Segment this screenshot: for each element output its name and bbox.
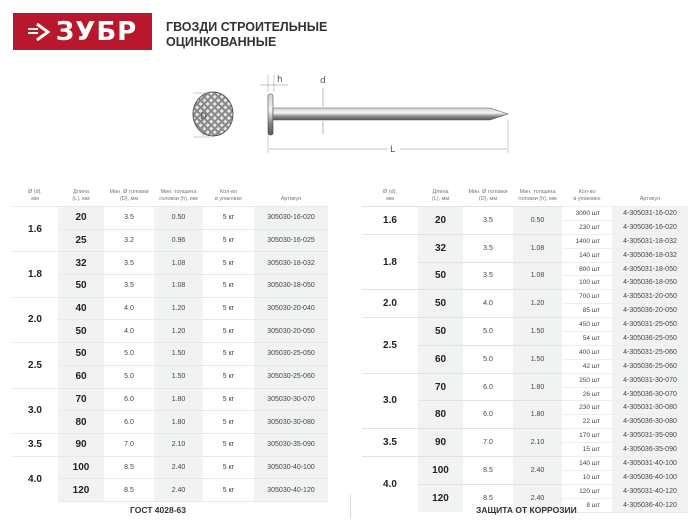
cell-diameter: 2.0 (12, 297, 58, 342)
table-row (12, 365, 328, 388)
cell-length: 100 (58, 456, 104, 479)
header-head-diameter: Мин. Ø головки (D), мм (468, 189, 508, 202)
cell-quantity: 5 кг (203, 388, 254, 411)
cell-quantity: 1400 шт (562, 234, 612, 248)
nail-head-face (193, 92, 233, 136)
cell-article: 305030-16-020 (254, 207, 328, 230)
cell-article: 4-305036-18-032 (612, 248, 688, 262)
cell-diameter: 3.0 (12, 388, 58, 433)
table-row (362, 290, 688, 304)
cell-article: 4-305031-18-050 (612, 262, 688, 276)
cell-quantity: 15 шт (562, 443, 612, 457)
cell-quantity: 450 шт (562, 318, 612, 332)
cell-length: 80 (418, 401, 463, 429)
table-row (12, 411, 328, 434)
cell-head-thickness: 1.50 (513, 318, 562, 346)
cell-quantity: 5 кг (203, 343, 254, 366)
table-row (12, 456, 328, 479)
cell-head-diameter: 8.5 (463, 457, 513, 485)
cell-length: 25 (58, 229, 104, 252)
cell-head-diameter: 6.0 (463, 373, 513, 401)
cell-length: 50 (418, 262, 463, 290)
cell-head-diameter: 3.5 (104, 275, 154, 298)
cell-head-diameter: 5.0 (463, 345, 513, 373)
cell-head-diameter: 3.5 (463, 207, 513, 235)
cell-head-thickness: 1.50 (513, 345, 562, 373)
cell-head-diameter: 3.5 (104, 207, 154, 230)
cell-quantity: 140 шт (562, 457, 612, 471)
table-header-row (362, 179, 688, 207)
table-row (12, 207, 328, 230)
table-row (12, 229, 328, 252)
cell-quantity: 5 кг (203, 411, 254, 434)
cell-article: 305030-30-070 (254, 388, 328, 411)
cell-head-thickness: 2.10 (154, 433, 203, 456)
cell-article: 4-305031-18-032 (612, 234, 688, 248)
cell-article: 4-305036-20-050 (612, 304, 688, 318)
cell-article: 4-305036-18-050 (612, 276, 688, 290)
cell-length: 50 (58, 275, 104, 298)
cell-article: 4-305031-20-050 (612, 290, 688, 304)
cell-head-thickness: 1.80 (154, 411, 203, 434)
table-row (362, 318, 688, 332)
cell-length: 120 (58, 479, 104, 502)
table-row (12, 297, 328, 320)
cell-head-diameter: 8.5 (463, 484, 513, 512)
cell-length: 20 (418, 207, 463, 235)
cell-diameter: 3.5 (362, 429, 418, 457)
cell-head-thickness: 1.08 (154, 252, 203, 275)
cell-head-thickness: 2.10 (513, 429, 562, 457)
cell-length: 80 (58, 411, 104, 434)
cell-head-diameter: 8.5 (104, 479, 154, 502)
cell-head-diameter: 6.0 (104, 388, 154, 411)
table-row (12, 275, 328, 298)
cell-article: 305030-40-100 (254, 456, 328, 479)
cell-length: 20 (58, 207, 104, 230)
cell-article: 305030-20-040 (254, 297, 328, 320)
header-length: Длина (L), мм (431, 189, 450, 202)
cell-quantity: 230 шт (562, 401, 612, 415)
cell-head-thickness: 1.50 (154, 343, 203, 366)
header-d: Ø (d), мм (27, 189, 43, 202)
cell-quantity: 230 шт (562, 220, 612, 234)
table-row (12, 479, 328, 502)
cell-quantity: 400 шт (562, 345, 612, 359)
cell-diameter: 2.5 (362, 318, 418, 374)
cell-article: 305030-35-090 (254, 433, 328, 456)
cell-head-thickness: 2.40 (154, 479, 203, 502)
cell-quantity: 3000 шт (562, 207, 612, 221)
cell-quantity: 5 кг (203, 275, 254, 298)
cell-quantity: 700 шт (562, 290, 612, 304)
header-quantity: Кол-во в упаковке (573, 189, 601, 202)
cell-head-diameter: 6.0 (104, 411, 154, 434)
cell-head-diameter: 7.0 (463, 429, 513, 457)
cell-quantity: 100 шт (562, 276, 612, 290)
cell-article: 4-305031-40-120 (612, 484, 688, 498)
cell-diameter: 1.6 (362, 207, 418, 235)
cell-article: 305030-40-120 (254, 479, 328, 502)
table-header-row (12, 179, 328, 207)
table-row (12, 320, 328, 343)
cell-head-diameter: 4.0 (463, 290, 513, 318)
header-article: Артикул (639, 196, 661, 202)
cell-diameter: 3.0 (362, 373, 418, 429)
cell-article: 305030-16-025 (254, 229, 328, 252)
cell-head-thickness: 0.96 (154, 229, 203, 252)
title-line-2: ОЦИНКОВАННЫЕ (166, 35, 277, 49)
cell-quantity: 140 шт (562, 248, 612, 262)
cell-head-diameter: 4.0 (104, 297, 154, 320)
svg-text:L: L (390, 145, 396, 155)
table-row (362, 457, 688, 471)
svg-text:d: d (320, 76, 326, 86)
header-quantity: Кол-во в упаковке (214, 189, 243, 202)
cell-length: 70 (418, 373, 463, 401)
cell-diameter: 2.0 (362, 290, 418, 318)
cell-head-diameter: 7.0 (104, 433, 154, 456)
cell-length: 32 (58, 252, 104, 275)
footer-corrosion: ЗАЩИТА ОТ КОРРОЗИИ (476, 505, 577, 515)
cell-quantity: 26 шт (562, 387, 612, 401)
cell-article: 4-305031-30-080 (612, 401, 688, 415)
cell-head-thickness: 1.08 (513, 262, 562, 290)
cell-article: 4-305031-25-060 (612, 345, 688, 359)
cell-article: 305030-25-050 (254, 343, 328, 366)
cell-diameter: 3.5 (12, 433, 58, 456)
footer-divider (350, 495, 351, 519)
header-article: Артикул (280, 196, 302, 202)
cell-head-diameter: 4.0 (104, 320, 154, 343)
cell-head-thickness: 0.50 (154, 207, 203, 230)
cell-article: 4-305036-30-080 (612, 415, 688, 429)
table-row (12, 433, 328, 456)
cell-length: 60 (58, 365, 104, 388)
cell-head-diameter: 8.5 (104, 456, 154, 479)
cell-article: 4-305036-40-120 (612, 498, 688, 512)
cell-quantity: 5 кг (203, 456, 254, 479)
cell-diameter: 1.8 (362, 234, 418, 290)
cell-head-thickness: 2.40 (154, 456, 203, 479)
cell-quantity: 5 кг (203, 433, 254, 456)
page-title (166, 20, 327, 50)
cell-quantity: 8 шт (562, 498, 612, 512)
cell-head-thickness: 1.20 (154, 320, 203, 343)
cell-head-diameter: 6.0 (463, 401, 513, 429)
table-row (362, 429, 688, 443)
cell-quantity: 42 шт (562, 359, 612, 373)
table-row (362, 373, 688, 387)
cell-quantity: 5 кг (203, 479, 254, 502)
svg-text:D: D (200, 112, 207, 122)
cell-head-thickness: 1.20 (513, 290, 562, 318)
cell-head-thickness: 2.40 (513, 457, 562, 485)
cell-quantity: 22 шт (562, 415, 612, 429)
cell-length: 40 (58, 297, 104, 320)
cell-diameter: 1.8 (12, 252, 58, 297)
cell-quantity: 85 шт (562, 304, 612, 318)
spec-table-galvanized-kg (12, 179, 328, 502)
cell-quantity: 170 шт (562, 429, 612, 443)
cell-quantity: 5 кг (203, 297, 254, 320)
cell-article: 305030-25-060 (254, 365, 328, 388)
cell-head-diameter: 5.0 (104, 343, 154, 366)
cell-length: 100 (418, 457, 463, 485)
cell-head-thickness: 1.80 (513, 373, 562, 401)
header-head-diameter: Мин. Ø головки (D), мм (109, 189, 149, 202)
logo-text: ЗУБР (55, 16, 138, 47)
cell-quantity: 5 кг (203, 252, 254, 275)
cell-quantity: 250 шт (562, 373, 612, 387)
nail-diagram (190, 70, 520, 160)
cell-head-thickness: 1.50 (154, 365, 203, 388)
arrow-logo-icon (28, 23, 50, 41)
cell-length: 50 (418, 290, 463, 318)
cell-head-thickness: 1.80 (154, 388, 203, 411)
cell-diameter: 2.5 (12, 343, 58, 388)
cell-quantity: 800 шт (562, 262, 612, 276)
table-row (12, 343, 328, 366)
cell-quantity: 5 кг (203, 229, 254, 252)
table-row (362, 207, 688, 221)
cell-article: 305030-30-080 (254, 411, 328, 434)
cell-quantity: 10 шт (562, 470, 612, 484)
cell-article: 4-305031-25-050 (612, 318, 688, 332)
cell-head-diameter: 3.5 (463, 262, 513, 290)
cell-head-thickness: 1.08 (154, 275, 203, 298)
table-row (12, 388, 328, 411)
cell-article: 4-305036-25-060 (612, 359, 688, 373)
cell-article: 4-305031-40-100 (612, 457, 688, 471)
cell-article: 4-305036-35-090 (612, 443, 688, 457)
cell-head-diameter: 3.5 (463, 234, 513, 262)
cell-length: 50 (58, 320, 104, 343)
cell-length: 50 (58, 343, 104, 366)
cell-head-thickness: 0.50 (513, 207, 562, 235)
cell-diameter: 1.6 (12, 207, 58, 252)
cell-quantity: 5 кг (203, 365, 254, 388)
header-length: Длина (L), мм (72, 189, 90, 202)
svg-text:h: h (277, 75, 283, 85)
cell-length: 90 (58, 433, 104, 456)
cell-article: 4-305031-30-070 (612, 373, 688, 387)
header-head-thickness: Мин. толщина головки (h), мм (518, 189, 557, 202)
cell-head-thickness: 1.80 (513, 401, 562, 429)
table-row (12, 252, 328, 275)
cell-length: 60 (418, 345, 463, 373)
cell-article: 4-305036-30-070 (612, 387, 688, 401)
cell-diameter: 4.0 (362, 457, 418, 513)
cell-quantity: 54 шт (562, 332, 612, 346)
footer-gost: ГОСТ 4028-63 (130, 505, 186, 515)
cell-head-thickness: 2.40 (513, 484, 562, 512)
cell-head-diameter: 5.0 (463, 318, 513, 346)
cell-length: 32 (418, 234, 463, 262)
cell-length: 70 (58, 388, 104, 411)
cell-length: 90 (418, 429, 463, 457)
cell-article: 4-305036-40-100 (612, 470, 688, 484)
cell-head-thickness: 1.08 (513, 234, 562, 262)
cell-article: 4-305031-35-090 (612, 429, 688, 443)
cell-article: 4-305031-16-020 (612, 207, 688, 221)
cell-quantity: 5 кг (203, 320, 254, 343)
cell-article: 4-305036-25-050 (612, 332, 688, 346)
table-row (362, 234, 688, 248)
cell-head-thickness: 1.20 (154, 297, 203, 320)
title-line-1: ГВОЗДИ СТРОИТЕЛЬНЫЕ (166, 20, 328, 34)
cell-quantity: 120 шт (562, 484, 612, 498)
cell-length: 120 (418, 484, 463, 512)
cell-head-diameter: 5.0 (104, 365, 154, 388)
zubr-logo (13, 13, 152, 50)
cell-article: 305030-18-032 (254, 252, 328, 275)
cell-quantity: 5 кг (203, 207, 254, 230)
cell-article: 305030-18-050 (254, 275, 328, 298)
cell-length: 50 (418, 318, 463, 346)
cell-article: 4-305036-16-020 (612, 220, 688, 234)
header-head-thickness: Мин. толщина головки (h), мм (159, 189, 198, 202)
cell-head-diameter: 3.5 (104, 252, 154, 275)
cell-diameter: 4.0 (12, 456, 58, 501)
cell-article: 305030-20-050 (254, 320, 328, 343)
spec-table-corrosion-pcs (362, 179, 688, 513)
cell-head-diameter: 3.2 (104, 229, 154, 252)
header-d: Ø (d), мм (382, 189, 398, 202)
